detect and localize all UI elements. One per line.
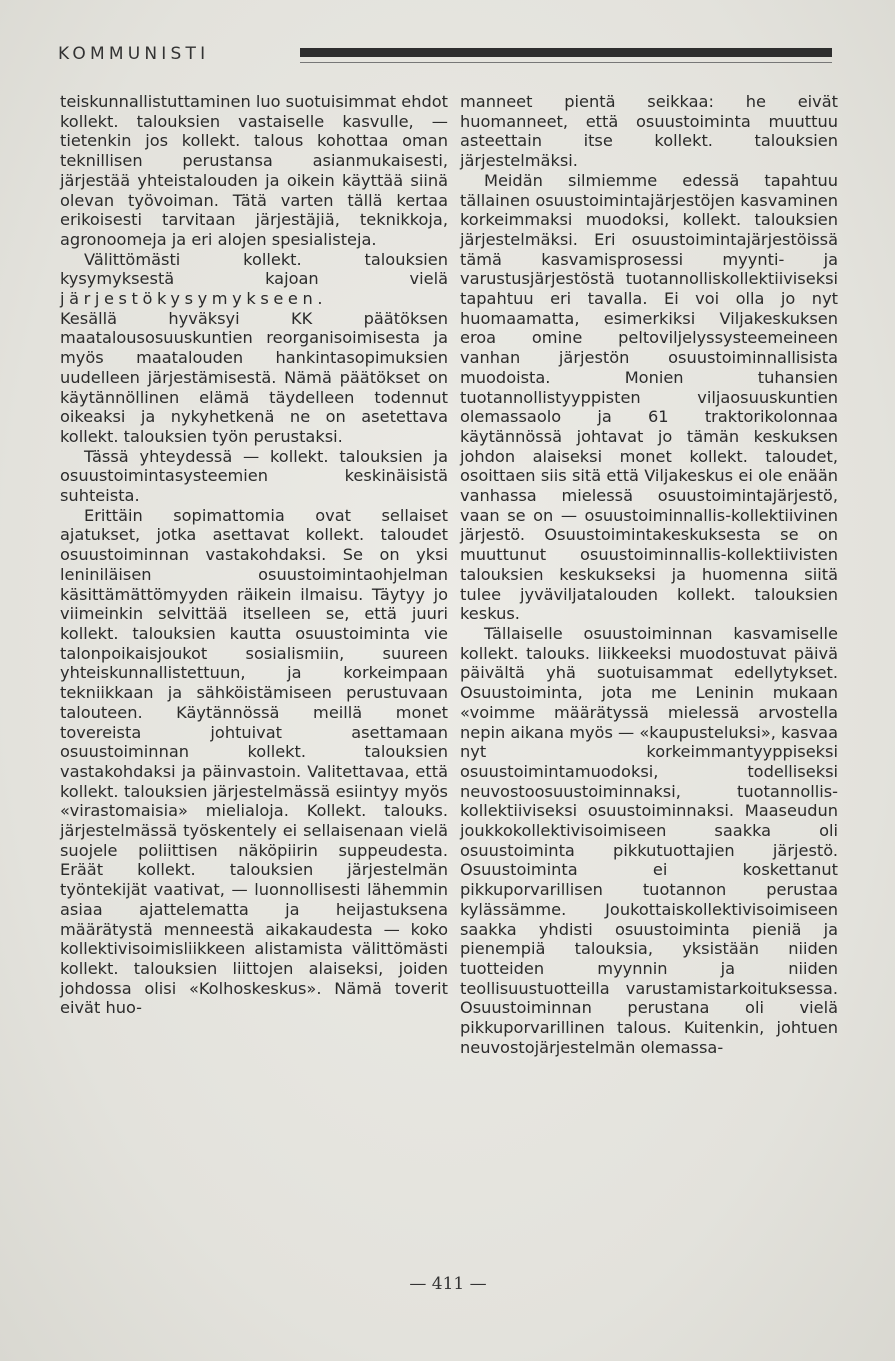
running-header bbox=[58, 44, 833, 72]
paragraph-intro: Välittömästi kollekt. talouksien kysymyksestä kajoan vielä bbox=[60, 249, 448, 289]
running-title: KOMMUNISTI bbox=[58, 44, 210, 64]
header-rule-thin bbox=[300, 62, 832, 63]
paragraph: manneet pientä seikkaa: he eivät huomanneet, että osuustoiminta muuttuu asteettain itse kollekt. talouksien järjestelmäksi. bbox=[460, 92, 838, 171]
paragraph: Kesällä hyväksyi KK päätöksen maatalousosuuskuntien reorganisoimisesta ja myös maatalouden hankintasopimuksien uudelleen järjestämisestä. Nämä päätökset on käytännöllinen elämä täydelleen todennut oikeaksi ja nykyhetkenä ne on asetettava kollekt. talouksien työn perustaksi. bbox=[60, 308, 448, 446]
paragraph bbox=[60, 250, 448, 309]
header-rule-thick bbox=[300, 48, 832, 57]
paragraph: Tässä yhteydessä — kollekt. talouksien ja osuustoimintasysteemien keskinäisistä suhteista. bbox=[60, 446, 448, 506]
emphasized-text: järjestökysymykseen. bbox=[60, 289, 328, 309]
paragraph: teiskunnallistuttaminen luo suotuisimmat ehdot kollekt. talouksien vastaiselle kasvulle, — tietenkin jos kollekt. talous kohottaa oman teknillisen perustansa asianmukaisesti, järjestää yhteistalouden ja oikein käyttää siinä olevan työvoiman. Tätä varten tällä kertaa erikoisesti tarvitaan järjestäjiä, teknikkoja, agronoomeja ja eri alojen spesialisteja. bbox=[60, 92, 448, 249]
right-column bbox=[460, 92, 838, 1057]
left-column bbox=[60, 92, 448, 1018]
paragraph: Tällaiselle osuustoiminnan kasvamiselle kollekt. talouks. liikkeeksi muodostuvat päivä päivältä yhä suotuisammat edellytykset. Osuustoiminta, jota me Leninin mukaan «voimme määrätyssä mielessä arvostella nepin aikana myös — «kaupusteluksi», kasvaa nyt korkeimmantyyppiseksi osuustoimintamuodoksi, todelliseksi neuvostoosuustoiminnaksi, tuotannollis-kollektiiviseksi osuustoiminnaksi. Maaseudun joukkokollektivisoimiseen saakka oli osuustoiminta pikkutuottajien järjestö. Osuustoiminta ei koskettanut pikkuporvarillisen tuotannon perustaa kylässämme. Joukottaiskollektivisoimiseen saakka yhdisti osuustoiminta pieniä ja pienempiä talouksia, yksistään niiden tuotteiden myynnin ja niiden teollisuustuotteilla varustamistarkoituksessa. Osuustoiminnan perustana oli vielä pikkuporvarillinen talous. Kuitenkin, johtuen neuvostojärjestelmän olemassa- bbox=[460, 623, 838, 1057]
paragraph: Erittäin sopimattomia ovat sellaiset ajatukset, jotka asettavat kollekt. taloudet osuustoiminnan vastakohdaksi. Se on yksi leniniläisen osuustoimintaohjelman käsittämättömyyden räikein ilmaisu. Täytyy jo viimeinkin selvittää itselleen se, että juuri kollekt. talouksien kautta osuustoiminta vie talonpoikaisjoukot sosialismiin, suureen yhteiskunnallistettuun, ja korkeimpaan tekniikkaan ja sähköistämiseen perustuvaan talouteen. Käytännössä meillä monet tovereista johtuivat asettamaan osuustoiminnan kollekt. talouksien vastakohdaksi ja päinvastoin. Valitettavaa, että kollekt. talouksien järjestelmässä esiintyy myös «virastomaisia» mielialoja. Kollekt. talouks. järjestelmässä työskentely ei sellaisenaan vielä suojele poliittisen näköpiirin suppeudesta. Eräät kollekt. talouksien järjestelmän työntekijät vaativat, — luonnollisesti lähemmin asiaa ajattelematta ja heijastuksena määrätystä menneestä aikakaudesta — koko kollektivisoimisliikkeen alistamista välittömästi kollekt. talouksien liittojen alaiseksi, joiden johdossa olisi «Kolhoskeskus». Nämä toverit eivät huo- bbox=[60, 505, 448, 1018]
page-number: — 411 — bbox=[409, 1274, 487, 1294]
paragraph: Meidän silmiemme edessä tapahtuu tällainen osuustoimintajärjestöjen kasvaminen korkeimmaksi muodoksi, kollekt. talouksien järjestelmäksi. Eri osuustoimintajärjestöissä tämä kasvamisprosessi myynti- ja varustusjärjestöstä tuotannolliskollektiiviseksi tapahtuu eri tavalla. Ei voi olla jo nyt huomaamatta, esimerkiksi Viljakeskuksen eroa omine peltoviljelyssysteemeineen vanhan järjestön osuustoiminnallisista muodoista. Monien tuhansien tuotannollistyyppisten viljaosuuskuntien olemassaolo ja 61 traktorikolonnaa käytännössä johtavat jo tämän keskuksen johdon alaiseksi monet kollekt. taloudet, osoittaen siis sitä että Viljakeskus ei ole enään vanhassa mielessä osuustoimintajärjestö, vaan se on — osuustoiminnallis-kollektiivinen järjestö. Osuustoimintakeskuksesta se on muuttunut osuustoiminnallis-kollektiivisten talouksien keskukseksi ja huomenna siitä tulee jyväviljatalouden kollekt. talouksien keskus. bbox=[460, 170, 838, 624]
